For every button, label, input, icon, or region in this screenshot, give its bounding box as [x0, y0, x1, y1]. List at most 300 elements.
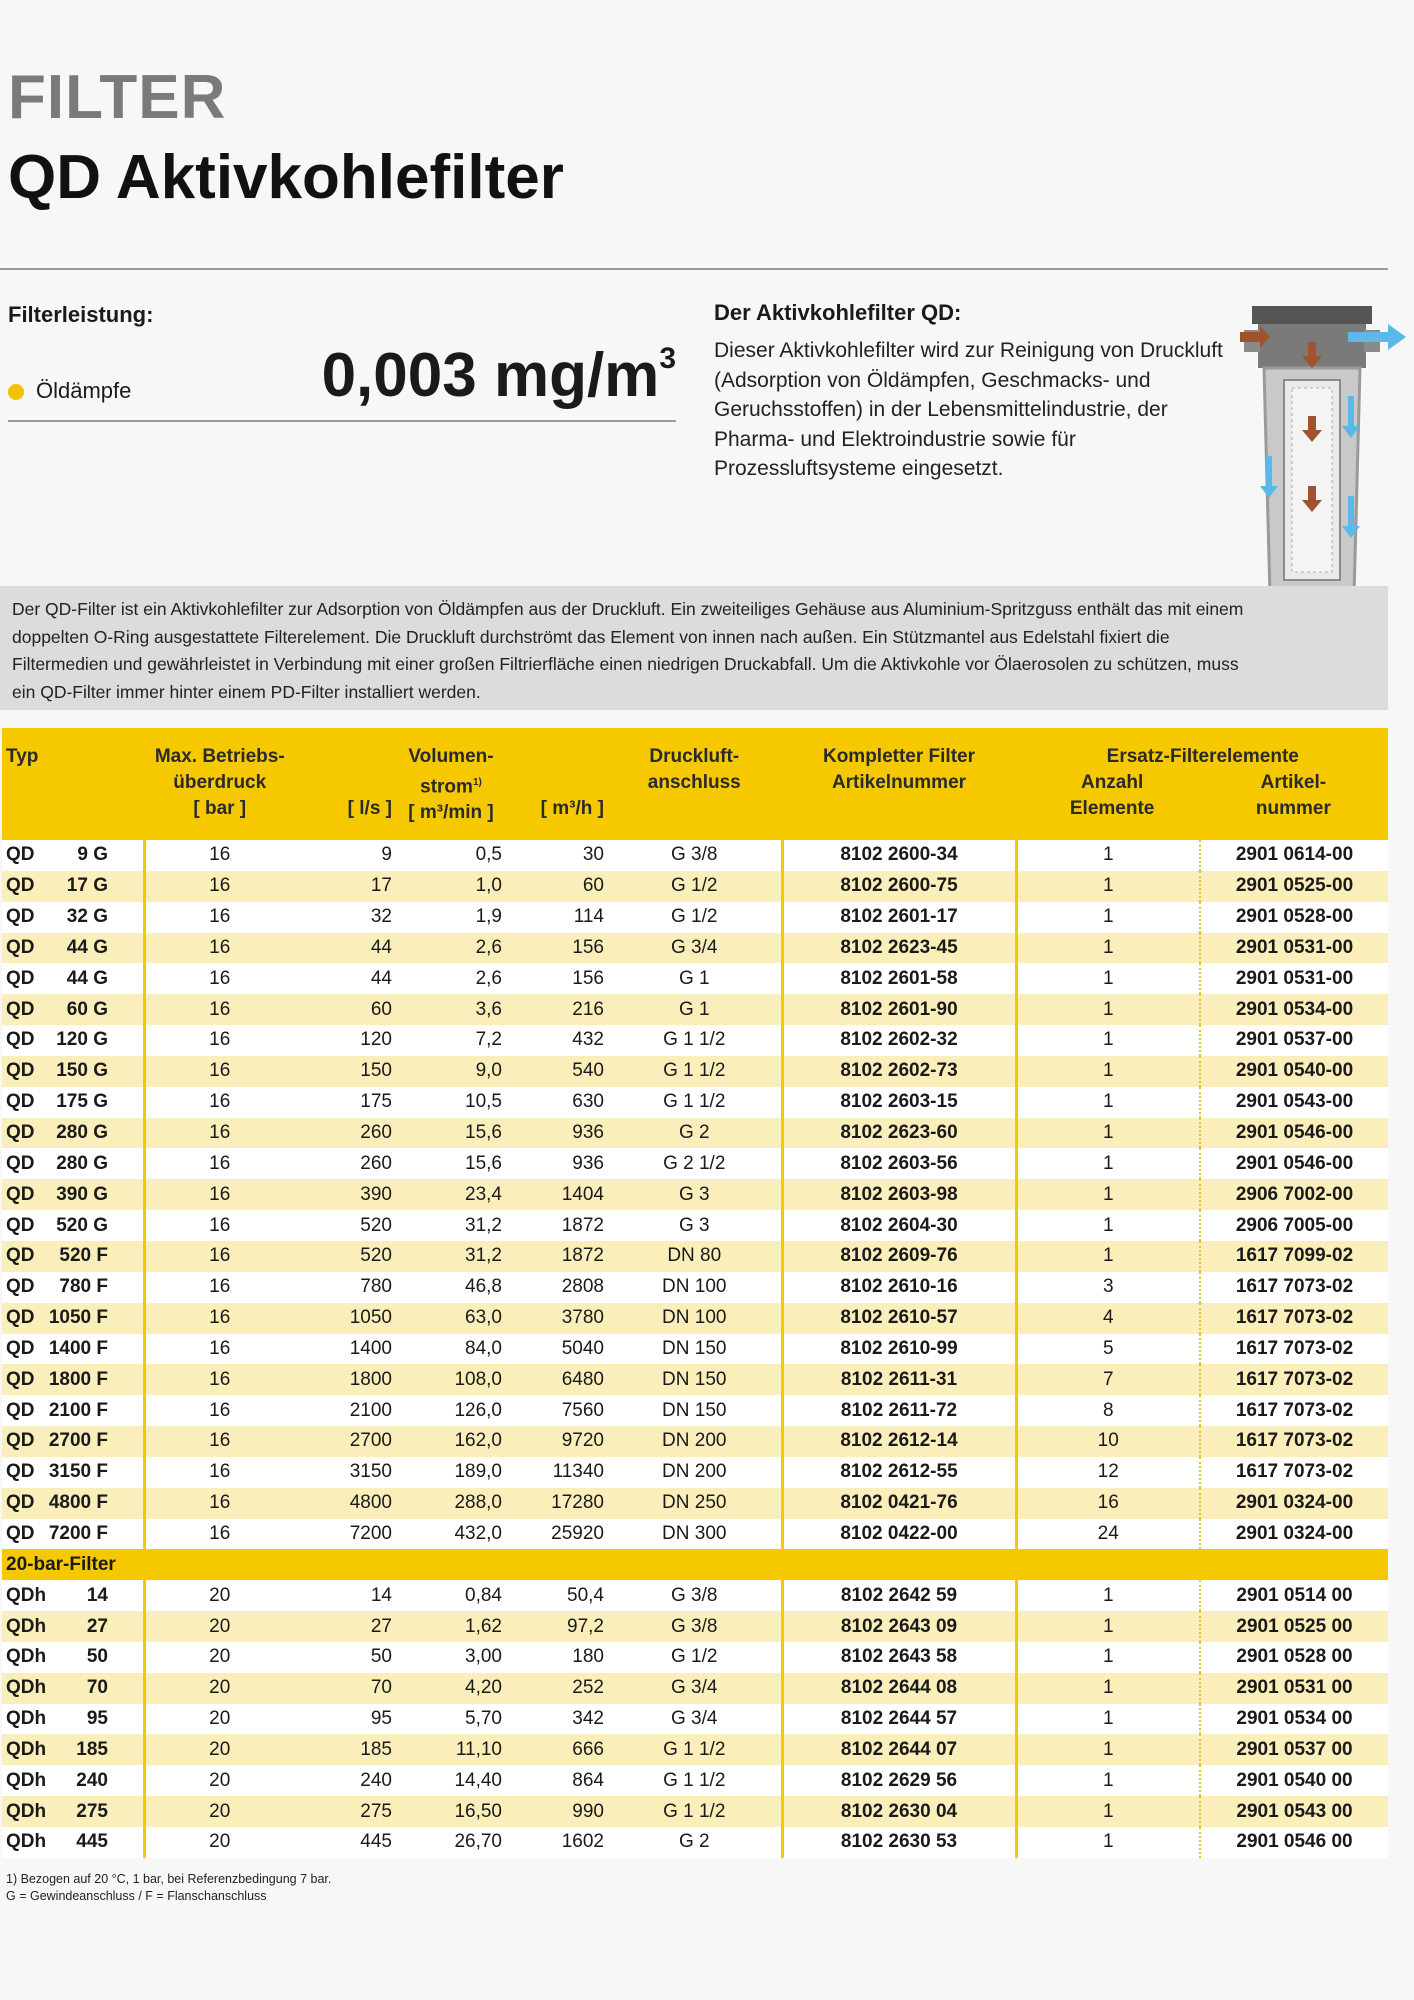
cell-complete-article: 8102 2610-99: [782, 1334, 1016, 1365]
typ-size: 780 F: [59, 1276, 108, 1298]
cell-element-count: 1: [1016, 1796, 1200, 1827]
cell-typ: [2, 1087, 144, 1118]
cell-element-count: 8: [1016, 1395, 1200, 1426]
table-row: [2, 963, 1388, 994]
typ-size: 175 G: [56, 1091, 108, 1113]
typ-prefix: QD: [6, 906, 35, 928]
typ-prefix: QD: [6, 1492, 35, 1514]
cell-typ: [2, 840, 144, 871]
cell-flow-ls: 1400: [294, 1334, 396, 1365]
cell-flow-m3h: 990: [506, 1796, 608, 1827]
cell-flow-m3h: 540: [506, 1056, 608, 1087]
table-row: [2, 871, 1388, 902]
header-pressure-unit: [ bar ]: [193, 798, 247, 819]
typ-prefix: QD: [6, 844, 35, 866]
table-row: [2, 1303, 1388, 1334]
cell-flow-m3h: 60: [506, 871, 608, 902]
typ-size: 275: [76, 1800, 108, 1822]
table-row: [2, 1519, 1388, 1550]
header-count-line2: Elemente: [1069, 798, 1155, 819]
cell-element-count: 16: [1016, 1488, 1200, 1519]
table-row: [2, 1580, 1388, 1611]
cell-flow-ls: 390: [294, 1179, 396, 1210]
cell-connection: G 2: [608, 1827, 782, 1858]
cell-pressure: 20: [144, 1796, 294, 1827]
cell-connection: G 1/2: [608, 871, 782, 902]
cell-flow-m3min: 189,0: [396, 1457, 506, 1488]
cell-connection: G 3/4: [608, 1673, 782, 1704]
cell-flow-m3h: 25920: [506, 1519, 608, 1550]
footnote-2: G = Gewindeanschluss / F = Flanschanschluss: [6, 1889, 267, 1903]
cell-pressure: 20: [144, 1580, 294, 1611]
header-article-line2: nummer: [1255, 798, 1331, 819]
typ-prefix: QD: [6, 967, 35, 989]
cell-pressure: 16: [144, 1179, 294, 1210]
cell-element-article: 1617 7073-02: [1200, 1334, 1388, 1365]
description-text: Dieser Aktivkohlefilter wird zur Reinigung von Druckluft (Adsorption von Öldämpfen, Geschmacks- und Geruchsstoffen) in der Lebensmittelindustrie, der Pharma- und Elektroindustrie sowie für Prozessluftsysteme eingesetzt.: [714, 339, 1223, 480]
cell-flow-m3h: 1872: [506, 1210, 608, 1241]
typ-prefix: QD: [6, 1399, 35, 1421]
cell-typ: [2, 1457, 144, 1488]
cell-element-article: 2901 0546 00: [1200, 1827, 1388, 1858]
cell-connection: G 3/8: [608, 1580, 782, 1611]
cell-connection: G 1/2: [608, 902, 782, 933]
cell-typ: [2, 933, 144, 964]
cell-element-article: 1617 7073-02: [1200, 1364, 1388, 1395]
typ-size: 2100 F: [48, 1399, 108, 1421]
cell-complete-article: 8102 2601-58: [782, 963, 1016, 994]
header-divider: [0, 268, 1388, 270]
table-row: [2, 1210, 1388, 1241]
cell-flow-m3h: 936: [506, 1118, 608, 1149]
table-row: [2, 1611, 1388, 1642]
product-table: [2, 728, 1388, 1858]
cell-connection: DN 250: [608, 1488, 782, 1519]
cell-flow-ls: 3150: [294, 1457, 396, 1488]
table-body: [2, 840, 1388, 1858]
section-spacer: [1016, 1549, 1388, 1580]
header-count: [1022, 770, 1203, 822]
cell-complete-article: 8102 2603-15: [782, 1087, 1016, 1118]
cell-flow-m3h: 432: [506, 1025, 608, 1056]
typ-size: 14: [86, 1584, 108, 1606]
typ-prefix: QD: [6, 875, 35, 897]
cell-pressure: 16: [144, 1210, 294, 1241]
cell-complete-article: 8102 2600-34: [782, 840, 1016, 871]
cell-flow-m3h: 252: [506, 1673, 608, 1704]
typ-size: 9 G: [77, 844, 108, 866]
typ-size: 390 G: [56, 1183, 108, 1205]
typ-prefix: QD: [6, 936, 35, 958]
table-row: [2, 1087, 1388, 1118]
cell-flow-ls: 95: [294, 1704, 396, 1735]
typ-prefix: QD: [6, 1091, 35, 1113]
table-row: [2, 1364, 1388, 1395]
cell-flow-m3min: 288,0: [396, 1488, 506, 1519]
cell-flow-ls: 14: [294, 1580, 396, 1611]
cell-element-article: 2901 0540-00: [1200, 1056, 1388, 1087]
table-row: [2, 1179, 1388, 1210]
cell-flow-ls: 1050: [294, 1303, 396, 1334]
cell-flow-m3min: 162,0: [396, 1426, 506, 1457]
cell-pressure: 16: [144, 1272, 294, 1303]
cell-connection: G 1 1/2: [608, 1056, 782, 1087]
cell-element-article: 2906 7005-00: [1200, 1210, 1388, 1241]
table-row: [2, 1488, 1388, 1519]
cell-element-count: 1: [1016, 840, 1200, 871]
cell-flow-m3h: 50,4: [506, 1580, 608, 1611]
cell-complete-article: 8102 2604-30: [782, 1210, 1016, 1241]
cell-flow-m3min: 9,0: [396, 1056, 506, 1087]
cell-connection: DN 100: [608, 1303, 782, 1334]
cell-element-article: 2901 0546-00: [1200, 1148, 1388, 1179]
cell-element-article: 1617 7073-02: [1200, 1303, 1388, 1334]
cell-complete-article: 8102 2609-76: [782, 1241, 1016, 1272]
typ-size: 445: [76, 1831, 108, 1853]
cell-element-count: 1: [1016, 963, 1200, 994]
cell-flow-ls: 240: [294, 1765, 396, 1796]
cell-element-article: 2901 0534-00: [1200, 994, 1388, 1025]
cell-element-article: 1617 7073-02: [1200, 1426, 1388, 1457]
table-row: [2, 1457, 1388, 1488]
cell-flow-m3h: 17280: [506, 1488, 608, 1519]
cell-connection: G 3/8: [608, 840, 782, 871]
table-row: [2, 1827, 1388, 1858]
cell-typ: [2, 1210, 144, 1241]
cell-flow-ls: 32: [294, 902, 396, 933]
cell-flow-ls: 60: [294, 994, 396, 1025]
cell-pressure: 16: [144, 1334, 294, 1365]
cell-element-article: 2901 0514 00: [1200, 1580, 1388, 1611]
cell-typ: [2, 1519, 144, 1550]
typ-prefix: QDh: [6, 1646, 47, 1668]
cell-element-article: 2901 0531-00: [1200, 933, 1388, 964]
cell-element-count: 1: [1016, 1704, 1200, 1735]
cell-pressure: 16: [144, 1426, 294, 1457]
header-flow-ls-unit: [ l/s ]: [347, 798, 392, 819]
typ-size: 44 G: [66, 936, 108, 958]
cell-flow-ls: 780: [294, 1272, 396, 1303]
performance-item: Öldämpfe: [36, 378, 132, 403]
cell-flow-ls: 27: [294, 1611, 396, 1642]
cell-connection: G 3: [608, 1179, 782, 1210]
category-title: FILTER: [8, 63, 227, 132]
cell-typ: [2, 1025, 144, 1056]
cell-element-count: 1: [1016, 1179, 1200, 1210]
cell-flow-ls: 260: [294, 1118, 396, 1149]
header-typ-text: Typ: [6, 746, 39, 767]
cell-element-count: 1: [1016, 1118, 1200, 1149]
typ-prefix: QD: [6, 998, 35, 1020]
cell-typ: [2, 1580, 144, 1611]
cell-pressure: 16: [144, 1241, 294, 1272]
cell-flow-m3h: 342: [506, 1704, 608, 1735]
cell-complete-article: 8102 2643 09: [782, 1611, 1016, 1642]
cell-connection: G 3/8: [608, 1611, 782, 1642]
footnotes: [6, 1871, 331, 1905]
typ-prefix: QD: [6, 1245, 35, 1267]
cell-typ: [2, 1056, 144, 1087]
cell-element-count: 3: [1016, 1272, 1200, 1303]
cell-complete-article: 8102 2643 58: [782, 1642, 1016, 1673]
typ-prefix: QD: [6, 1368, 35, 1390]
typ-prefix: QD: [6, 1060, 35, 1082]
header-complete-filter: [782, 728, 1016, 840]
cell-element-article: 2901 0324-00: [1200, 1519, 1388, 1550]
cell-typ: [2, 1364, 144, 1395]
cell-flow-m3h: 30: [506, 840, 608, 871]
typ-prefix: QD: [6, 1183, 35, 1205]
cell-typ: [2, 1148, 144, 1179]
cell-flow-m3h: 114: [506, 902, 608, 933]
cell-flow-m3min: 4,20: [396, 1673, 506, 1704]
cell-pressure: 16: [144, 840, 294, 871]
cell-element-count: 24: [1016, 1519, 1200, 1550]
typ-prefix: QDh: [6, 1708, 47, 1730]
cell-flow-ls: 1800: [294, 1364, 396, 1395]
cell-flow-m3min: 2,6: [396, 933, 506, 964]
cell-flow-m3min: 46,8: [396, 1272, 506, 1303]
cell-element-article: 1617 7073-02: [1200, 1272, 1388, 1303]
cell-pressure: 16: [144, 871, 294, 902]
cell-flow-m3min: 126,0: [396, 1395, 506, 1426]
cell-flow-m3min: 63,0: [396, 1303, 506, 1334]
cell-typ: [2, 1827, 144, 1858]
table-row: [2, 994, 1388, 1025]
cell-pressure: 20: [144, 1642, 294, 1673]
cell-connection: G 1 1/2: [608, 1734, 782, 1765]
cell-complete-article: 8102 2611-72: [782, 1395, 1016, 1426]
cell-complete-article: 8102 2601-17: [782, 902, 1016, 933]
table-row: [2, 1118, 1388, 1149]
cell-typ: [2, 1765, 144, 1796]
header-flow-ls: [294, 728, 396, 840]
cell-element-count: 1: [1016, 871, 1200, 902]
table-row: [2, 1673, 1388, 1704]
table-row: [2, 1796, 1388, 1827]
cell-connection: G 3/4: [608, 933, 782, 964]
cell-pressure: 16: [144, 1364, 294, 1395]
cell-complete-article: 8102 2603-56: [782, 1148, 1016, 1179]
cell-connection: DN 300: [608, 1519, 782, 1550]
cell-pressure: 16: [144, 994, 294, 1025]
cell-flow-m3min: 3,6: [396, 994, 506, 1025]
table-row: [2, 1025, 1388, 1056]
cell-element-article: 2901 0531-00: [1200, 963, 1388, 994]
cell-flow-m3h: 666: [506, 1734, 608, 1765]
typ-size: 32 G: [66, 906, 108, 928]
cell-typ: [2, 1395, 144, 1426]
cell-flow-m3h: 1404: [506, 1179, 608, 1210]
header-spare-title: Ersatz-Filterelemente: [1106, 746, 1299, 767]
header-spare-elements: [1016, 728, 1388, 840]
cell-complete-article: 8102 2601-90: [782, 994, 1016, 1025]
cell-element-article: 2901 0531 00: [1200, 1673, 1388, 1704]
cell-flow-m3h: 3780: [506, 1303, 608, 1334]
cell-connection: G 3: [608, 1210, 782, 1241]
cell-flow-m3h: 9720: [506, 1426, 608, 1457]
cell-pressure: 16: [144, 933, 294, 964]
table-row: [2, 1241, 1388, 1272]
cell-typ: [2, 1642, 144, 1673]
cell-flow-m3min: 23,4: [396, 1179, 506, 1210]
cell-element-count: 1: [1016, 1673, 1200, 1704]
typ-prefix: QD: [6, 1461, 35, 1483]
cell-flow-m3h: 156: [506, 963, 608, 994]
cell-flow-ls: 120: [294, 1025, 396, 1056]
cell-flow-ls: 9: [294, 840, 396, 871]
cell-complete-article: 8102 2630 04: [782, 1796, 1016, 1827]
cell-complete-article: 8102 2644 57: [782, 1704, 1016, 1735]
cell-element-count: 5: [1016, 1334, 1200, 1365]
cell-flow-m3min: 1,9: [396, 902, 506, 933]
cell-connection: DN 150: [608, 1364, 782, 1395]
cell-flow-m3min: 108,0: [396, 1364, 506, 1395]
cell-connection: G 1: [608, 994, 782, 1025]
typ-prefix: QDh: [6, 1584, 47, 1606]
cell-flow-m3h: 6480: [506, 1364, 608, 1395]
cell-flow-m3h: 936: [506, 1148, 608, 1179]
cell-flow-ls: 44: [294, 933, 396, 964]
performance-value-sup: 3: [659, 342, 676, 375]
table-row: [2, 840, 1388, 871]
cell-element-article: 2901 0528-00: [1200, 902, 1388, 933]
cell-element-article: 2901 0525-00: [1200, 871, 1388, 902]
typ-prefix: QDh: [6, 1831, 47, 1853]
cell-element-count: 12: [1016, 1457, 1200, 1488]
header-flow-line2-text: strom: [420, 776, 473, 798]
cell-element-count: 1: [1016, 1210, 1200, 1241]
header-flow-line2: [400, 770, 502, 800]
cell-flow-m3min: 3,00: [396, 1642, 506, 1673]
bullet-dot-icon: [8, 384, 24, 400]
performance-label: Filterleistung:: [8, 302, 154, 327]
header-count-line1: Anzahl: [1080, 772, 1144, 793]
typ-size: 7200 F: [48, 1522, 108, 1544]
cell-typ: [2, 1611, 144, 1642]
cell-complete-article: 8102 2600-75: [782, 871, 1016, 902]
cell-flow-ls: 520: [294, 1241, 396, 1272]
typ-size: 70: [86, 1677, 108, 1699]
cell-element-count: 1: [1016, 1056, 1200, 1087]
typ-size: 44 G: [66, 967, 108, 989]
cell-flow-m3min: 84,0: [396, 1334, 506, 1365]
cell-typ: [2, 1179, 144, 1210]
cell-complete-article: 8102 2603-98: [782, 1179, 1016, 1210]
cell-complete-article: 8102 2610-16: [782, 1272, 1016, 1303]
section-label: 20-bar-Filter: [2, 1549, 1016, 1580]
cell-flow-m3min: 31,2: [396, 1210, 506, 1241]
cell-pressure: 16: [144, 1148, 294, 1179]
header-connection-line1: Druckluft-: [649, 746, 740, 767]
typ-size: 60 G: [66, 998, 108, 1020]
typ-size: 280 G: [56, 1122, 108, 1144]
typ-prefix: QDh: [6, 1800, 47, 1822]
typ-size: 185: [76, 1738, 108, 1760]
table-row: [2, 1056, 1388, 1087]
typ-size: 95: [86, 1708, 108, 1730]
cell-connection: DN 150: [608, 1395, 782, 1426]
header-flow-m3min: [396, 728, 506, 840]
cell-element-count: 1: [1016, 1734, 1200, 1765]
cell-flow-m3min: 2,6: [396, 963, 506, 994]
header-flow-m3h: [506, 728, 608, 840]
cell-element-count: 1: [1016, 1827, 1200, 1858]
cell-typ: [2, 1272, 144, 1303]
header-spare-sub: [1022, 770, 1385, 822]
description-title: Der Aktivkohlefilter QD:: [714, 300, 962, 325]
typ-prefix: QDh: [6, 1677, 47, 1699]
cell-typ: [2, 1334, 144, 1365]
cell-typ: [2, 1118, 144, 1149]
cell-pressure: 16: [144, 1025, 294, 1056]
table-row: [2, 1395, 1388, 1426]
typ-size: 520 F: [59, 1245, 108, 1267]
cell-pressure: 16: [144, 1087, 294, 1118]
table-row: [2, 1642, 1388, 1673]
cell-complete-article: 8102 2612-55: [782, 1457, 1016, 1488]
page-title: QD Aktivkohlefilter: [8, 143, 564, 212]
cell-flow-m3min: 1,0: [396, 871, 506, 902]
cell-flow-m3h: 156: [506, 933, 608, 964]
typ-prefix: QD: [6, 1122, 35, 1144]
cell-element-article: 1617 7073-02: [1200, 1457, 1388, 1488]
cell-connection: DN 200: [608, 1457, 782, 1488]
cell-flow-ls: 70: [294, 1673, 396, 1704]
section-row-20bar: [2, 1549, 1388, 1580]
cell-pressure: 16: [144, 1118, 294, 1149]
table-row: [2, 933, 1388, 964]
cell-connection: DN 200: [608, 1426, 782, 1457]
cell-flow-ls: 185: [294, 1734, 396, 1765]
cell-element-article: 2906 7002-00: [1200, 1179, 1388, 1210]
table-row: [2, 1148, 1388, 1179]
cell-typ: [2, 1673, 144, 1704]
cell-flow-m3min: 5,70: [396, 1704, 506, 1735]
cell-flow-ls: 260: [294, 1148, 396, 1179]
cell-complete-article: 8102 0422-00: [782, 1519, 1016, 1550]
cell-element-count: 1: [1016, 1241, 1200, 1272]
cell-connection: G 1 1/2: [608, 1087, 782, 1118]
cell-complete-article: 8102 2629 56: [782, 1765, 1016, 1796]
cell-complete-article: 8102 2630 53: [782, 1827, 1016, 1858]
typ-size: 1800 F: [48, 1368, 108, 1390]
table-row: [2, 1426, 1388, 1457]
typ-prefix: QD: [6, 1152, 35, 1174]
cell-element-article: 2901 0543-00: [1200, 1087, 1388, 1118]
cell-flow-m3min: 15,6: [396, 1118, 506, 1149]
cell-flow-m3h: 2808: [506, 1272, 608, 1303]
cell-typ: [2, 1303, 144, 1334]
table-row: [2, 1704, 1388, 1735]
cell-pressure: 20: [144, 1734, 294, 1765]
cell-element-article: 2901 0534 00: [1200, 1704, 1388, 1735]
cell-flow-ls: 7200: [294, 1519, 396, 1550]
cell-typ: [2, 1704, 144, 1735]
typ-size: 520 G: [56, 1214, 108, 1236]
cell-flow-m3min: 15,6: [396, 1148, 506, 1179]
typ-size: 50: [86, 1646, 108, 1668]
cell-element-count: 1: [1016, 1642, 1200, 1673]
typ-size: 280 G: [56, 1152, 108, 1174]
cell-flow-m3min: 10,5: [396, 1087, 506, 1118]
cell-flow-m3h: 630: [506, 1087, 608, 1118]
table-row: [2, 1272, 1388, 1303]
cell-element-article: 2901 0543 00: [1200, 1796, 1388, 1827]
typ-prefix: QD: [6, 1430, 35, 1452]
cell-flow-ls: 445: [294, 1827, 396, 1858]
header-flow-line1: Volumen-: [408, 746, 494, 767]
